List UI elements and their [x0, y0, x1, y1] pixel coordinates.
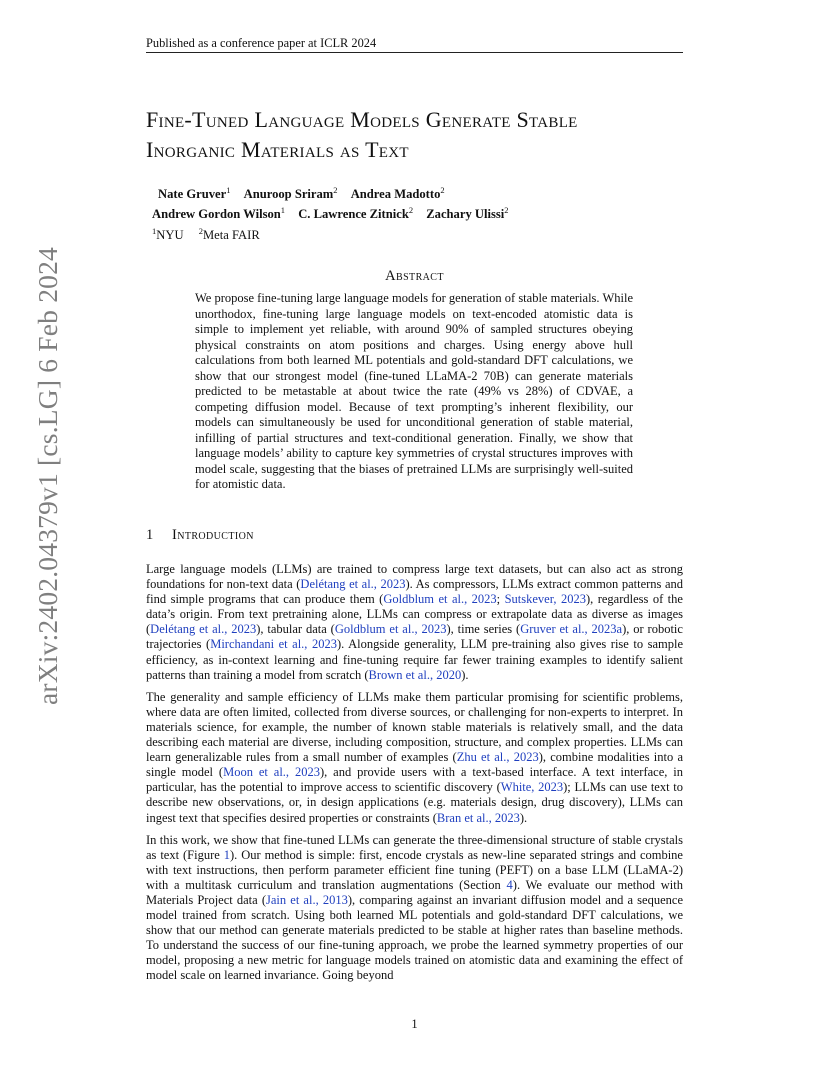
- author: Nate Gruver$^1$: [158, 185, 231, 202]
- text-run: ).: [461, 667, 469, 682]
- author: C. Lawrence Zitnick$^2$: [298, 205, 414, 222]
- citation-link[interactable]: Zhu et al., 2023: [456, 750, 539, 765]
- body-paragraph: [146, 562, 683, 683]
- citation-link[interactable]: Delétang et al., 2023: [300, 577, 406, 592]
- title-line-2: Inorganic Materials as Text: [146, 137, 409, 162]
- text-run: The generality and sample efficiency of LLMs make them particular promising for scientific problems, where data are often limited, collected from diverse sources, or challenging for non-experts to interpret. In materials science, for example, the number of known stable materials is relatively small, and the data describing each material are diverse, including composition, structure, and complex properties. LLMs can learn generalizable rules from a small number of examples (: [146, 689, 683, 765]
- page-number: 1: [411, 1017, 418, 1031]
- citation-link[interactable]: 1: [223, 847, 230, 862]
- citation-link[interactable]: Mirchandani et al., 2023: [210, 637, 337, 652]
- author: Andrea Madotto$^2$: [350, 185, 445, 202]
- text-run: ), tabular data (: [256, 622, 335, 637]
- citation-link[interactable]: Brown et al., 2020: [368, 667, 462, 682]
- section-number: 1: [146, 527, 154, 543]
- header-rule: [146, 52, 683, 53]
- text-run: ), time series (: [446, 622, 521, 637]
- text-run: ;: [496, 592, 505, 607]
- citation-link[interactable]: Bran et al., 2023: [436, 810, 520, 825]
- text-run: Large language models (LLMs) are trained to compress large text datasets, but can also act as strong foundations for non-text data (: [146, 562, 683, 592]
- arxiv-stamp-text: arXiv:2402.04379v1 [cs.LG] 6 Feb 2024: [32, 246, 63, 706]
- author: Anuroop Sriram$^2$: [243, 185, 338, 202]
- section-heading: [146, 526, 683, 544]
- affiliation-row: [152, 222, 692, 242]
- citation-link[interactable]: Sutskever, 2023: [504, 592, 586, 607]
- text-run: ), combine modalities into a single model (: [146, 750, 683, 780]
- text-run: ), regardless of the data’s origin. From text pretraining alone, LLMs can compress or extrapolate data as diverse as images (: [146, 592, 683, 637]
- author-row: [152, 202, 692, 222]
- text-run: ), or robotic trajectories (: [146, 622, 683, 652]
- text-run: ); LLMs can use text to describe new observations, or, in design applications (e.g. materials design, drug discovery), LLMs can ingest text that specifies desired properties or constraints (: [146, 780, 683, 825]
- citation-link[interactable]: Gruver et al., 2023a: [520, 622, 623, 637]
- citation-link[interactable]: Moon et al., 2023: [223, 765, 320, 780]
- citation-link[interactable]: Delétang et al., 2023: [150, 622, 257, 637]
- affiliation: $^1$NYU: [152, 225, 184, 242]
- author-row: [152, 182, 692, 202]
- text-run: ). Our method is simple: first, encode crystals as new-line separated strings and combine with text instructions, then perform parameter efficient fine tuning (PEFT) on a base LLM (LLaMA-2) with a multitask curriculum and translation augmentations (Section: [146, 847, 683, 892]
- text-run: ), comparing against an invariant diffusion model and a sequence model trained from scratch. Using both learned ML potentials and gold-standard DFT calculations, we show that our method can generate materials predicted to be stable at higher rates than baseline methods. To understand the success of our fine-tuning approach, we probe the learned symmetry properties of our model, proposing a new metric for language models trained on atomistic data and examining the effect of model scale on learned invariance. Going beyond: [146, 892, 683, 983]
- body-paragraph: [146, 690, 683, 826]
- text-run: ). Alongside generality, LLM pre-training also gives rise to sample efficiency, as in-context learning and fine-tuning require far fewer training examples to identify salient patterns than training a model from scratch (: [146, 637, 684, 682]
- citation-link[interactable]: Goldblum et al., 2023: [334, 622, 447, 637]
- citation-link[interactable]: 4: [506, 877, 513, 892]
- text-run: ). As compressors, LLMs extract common patterns and find simple programs that can produce them (: [146, 577, 683, 607]
- body-paragraph: [146, 833, 683, 984]
- text-run: ), and provide users with a text-based interface. A text interface, in particular, has the potential to improve access to scientific discovery (: [146, 765, 684, 795]
- text-run: ).: [519, 810, 528, 825]
- body-text: [146, 562, 683, 991]
- abstract-text: We propose fine-tuning large language models for generation of stable materials. While unorthodox, fine-tuning large language models on text-encoded atomistic data is simple to implement yet reliable, with around 90% of sampled structures obeying physical constraints on atom positions and charges. Using energy above hull calculations from both learned ML potentials and gold-standard DFT calculations, we show that our strongest model (fine-tuned LLaMA-2 70B) can generate materials predicted to be metastable at about twice the rate (49% vs 28%) of CDVAE, a competing diffusion model. Because of text prompting’s inherent flexibility, our models can simultaneously be used for unconditional generation of stable material, infilling of partial structures and text-conditional generation. Finally, we show that language models’ ability to capture key symmetries of crystal structures improves with model scale, suggesting that the biases of pretrained LLMs are surprisingly well-suited for atomistic data.: [195, 291, 633, 491]
- author-block: [152, 182, 692, 243]
- citation-link[interactable]: White, 2023: [500, 780, 564, 795]
- paper-title: [146, 105, 706, 165]
- affiliation: $^2$Meta FAIR: [198, 225, 260, 242]
- text-run: In this work, we show that fine-tuned LLMs can generate the three-dimensional structure of stable crystals as text (Figure: [146, 832, 683, 862]
- running-header: Published as a conference paper at ICLR 2024: [146, 36, 377, 50]
- author: Andrew Gordon Wilson$^1$: [152, 205, 286, 222]
- section-title: Introduction: [172, 527, 254, 543]
- abstract-heading: Abstract: [385, 268, 444, 284]
- author: Zachary Ulissi$^2$: [426, 205, 509, 222]
- citation-link[interactable]: Jain et al., 2013: [266, 892, 348, 907]
- title-line-1: Fine-Tuned Language Models Generate Stable: [146, 107, 578, 132]
- citation-link[interactable]: Goldblum et al., 2023: [383, 592, 497, 607]
- text-run: ). We evaluate our method with Materials Project data (: [146, 877, 683, 907]
